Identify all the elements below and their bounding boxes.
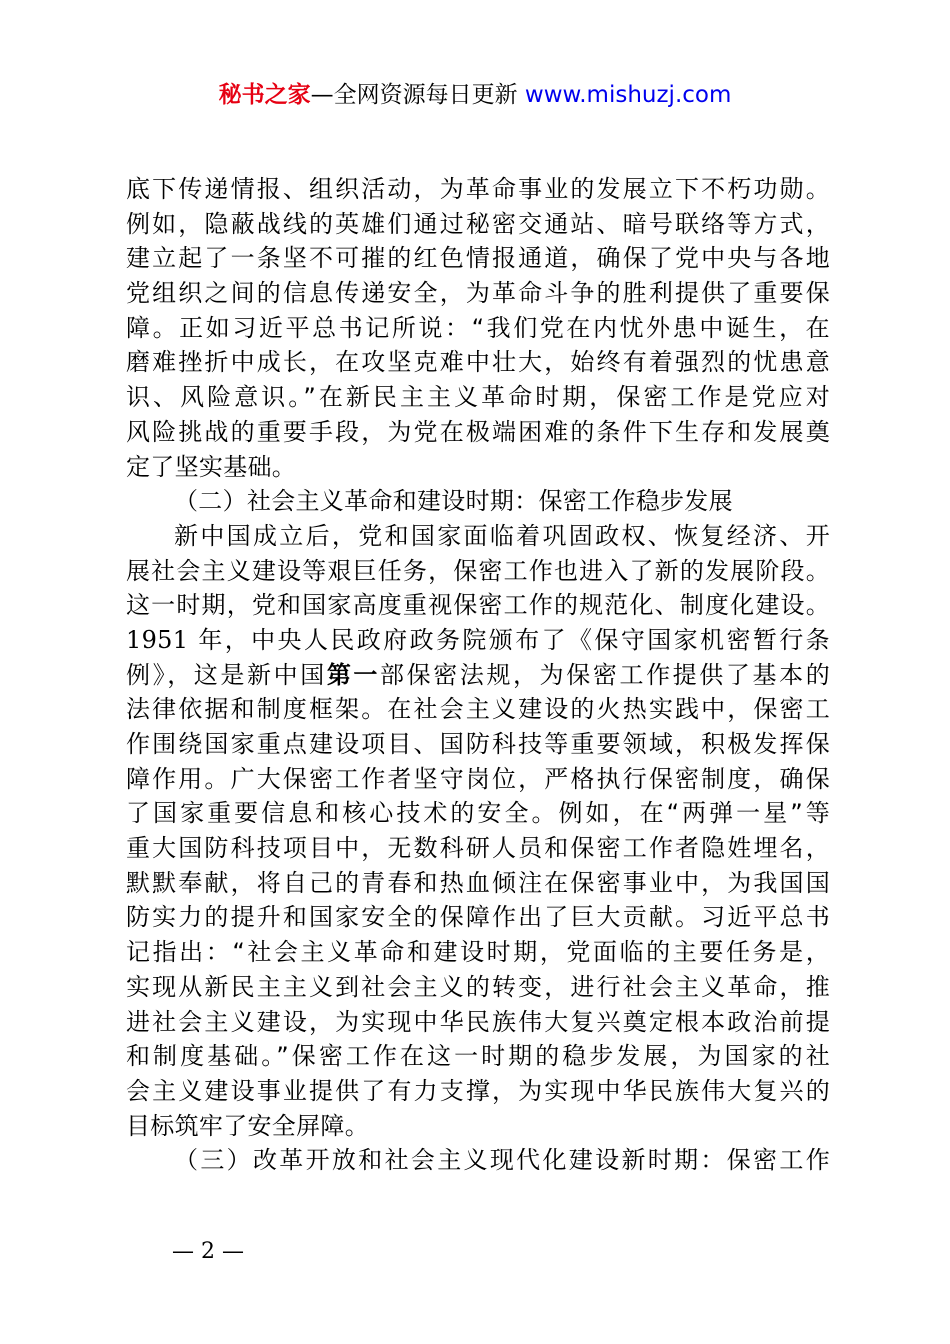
text-line: 风险挑战的重要手段，为党在极端困难的条件下生存和发展奠 [126, 417, 830, 446]
line-part: 部保密法规，为保密工作提供了基本的 [380, 660, 830, 689]
text-line: 重大国防科技项目中，无数科研人员和保密工作者隐姓埋名， [126, 834, 830, 863]
text-line: 默默奉献，将自己的青春和热血倾注在保密事业中，为我国国 [126, 868, 830, 897]
site-header [0, 78, 950, 112]
brand-name: 秘书之家 [218, 82, 311, 108]
text-line: 实现从新民主主义到社会主义的转变，进行社会主义革命，推 [126, 972, 830, 1001]
text-line: 作围绕国家重点建设项目、国防科技等重要领域，积极发挥保 [126, 730, 830, 758]
text-line [126, 658, 830, 693]
page-number: — 2 — [172, 1239, 244, 1264]
text-line: 障作用。广大保密工作者坚守岗位，严格执行保密制度，确保 [126, 764, 830, 793]
document-body [126, 172, 830, 1178]
section-heading: （二）社会主义革命和建设时期：保密工作稳步发展 [174, 487, 733, 516]
text-line: 这一时期，党和国家高度重视保密工作的规范化、制度化建设。 [126, 591, 830, 620]
text-line: 障。正如习近平总书记所说：“我们党在内忧外患中诞生，在 [126, 313, 830, 342]
section-heading: （三）改革开放和社会主义现代化建设新时期：保密工作 [174, 1146, 830, 1175]
text-line: 和制度基础。”保密工作在这一时期的稳步发展，为国家的社 [126, 1042, 831, 1071]
text-line: 进社会主义建设，为实现中华民族伟大复兴奠定根本政治前提 [126, 1007, 830, 1036]
text-line: 识、风险意识。”在新民主主义革命时期，保密工作是党应对 [126, 383, 831, 412]
text-line: 例如，隐蔽战线的英雄们通过秘密交通站、暗号联络等方式， [126, 209, 830, 238]
year-number: 1951 [126, 625, 189, 654]
text-line: 会主义建设事业提供了有力支撑，为实现中华民族伟大复兴的 [126, 1076, 830, 1105]
text-line: 定了坚实基础。 [126, 452, 297, 481]
text-line: 磨难挫折中成长，在攻坚克难中壮大，始终有着强烈的忧患意 [126, 348, 830, 377]
site-url[interactable]: www.mishuzj.com [524, 82, 732, 108]
text-line: 目标筑牢了安全屏障。 [126, 1111, 369, 1140]
text-line: 法律依据和制度框架。在社会主义建设的火热实践中，保密工 [126, 695, 830, 724]
slogan: —全网资源每日更新 [310, 82, 518, 108]
text-line [126, 623, 830, 658]
bold-word: 第一 [326, 660, 381, 689]
line-part: 例》，这是新中国 [126, 660, 327, 689]
text-line: 了国家重要信息和核心技术的安全。例如，在“两弹一星”等 [126, 799, 830, 828]
text-line: 展社会主义建设等艰巨任务，保密工作也进入了新的发展阶段。 [126, 556, 830, 585]
text-line: 记指出：“社会主义革命和建设时期，党面临的主要任务是， [126, 938, 831, 967]
text-line: 新中国成立后，党和国家面临着巩固政权、恢复经济、开 [174, 521, 830, 550]
text-line: 防实力的提升和国家安全的保障作出了巨大贡献。习近平总书 [126, 903, 830, 932]
line-rest: 年，中央人民政府政务院颁布了《保守国家机密暂行条 [188, 625, 830, 654]
text-line: 党组织之间的信息传递安全，为革命斗争的胜利提供了重要保 [126, 279, 830, 308]
text-line: 建立起了一条坚不可摧的红色情报通道，确保了党中央与各地 [126, 244, 830, 273]
text-line: 底下传递情报、组织活动，为革命事业的发展立下不朽功勋。 [126, 175, 830, 203]
